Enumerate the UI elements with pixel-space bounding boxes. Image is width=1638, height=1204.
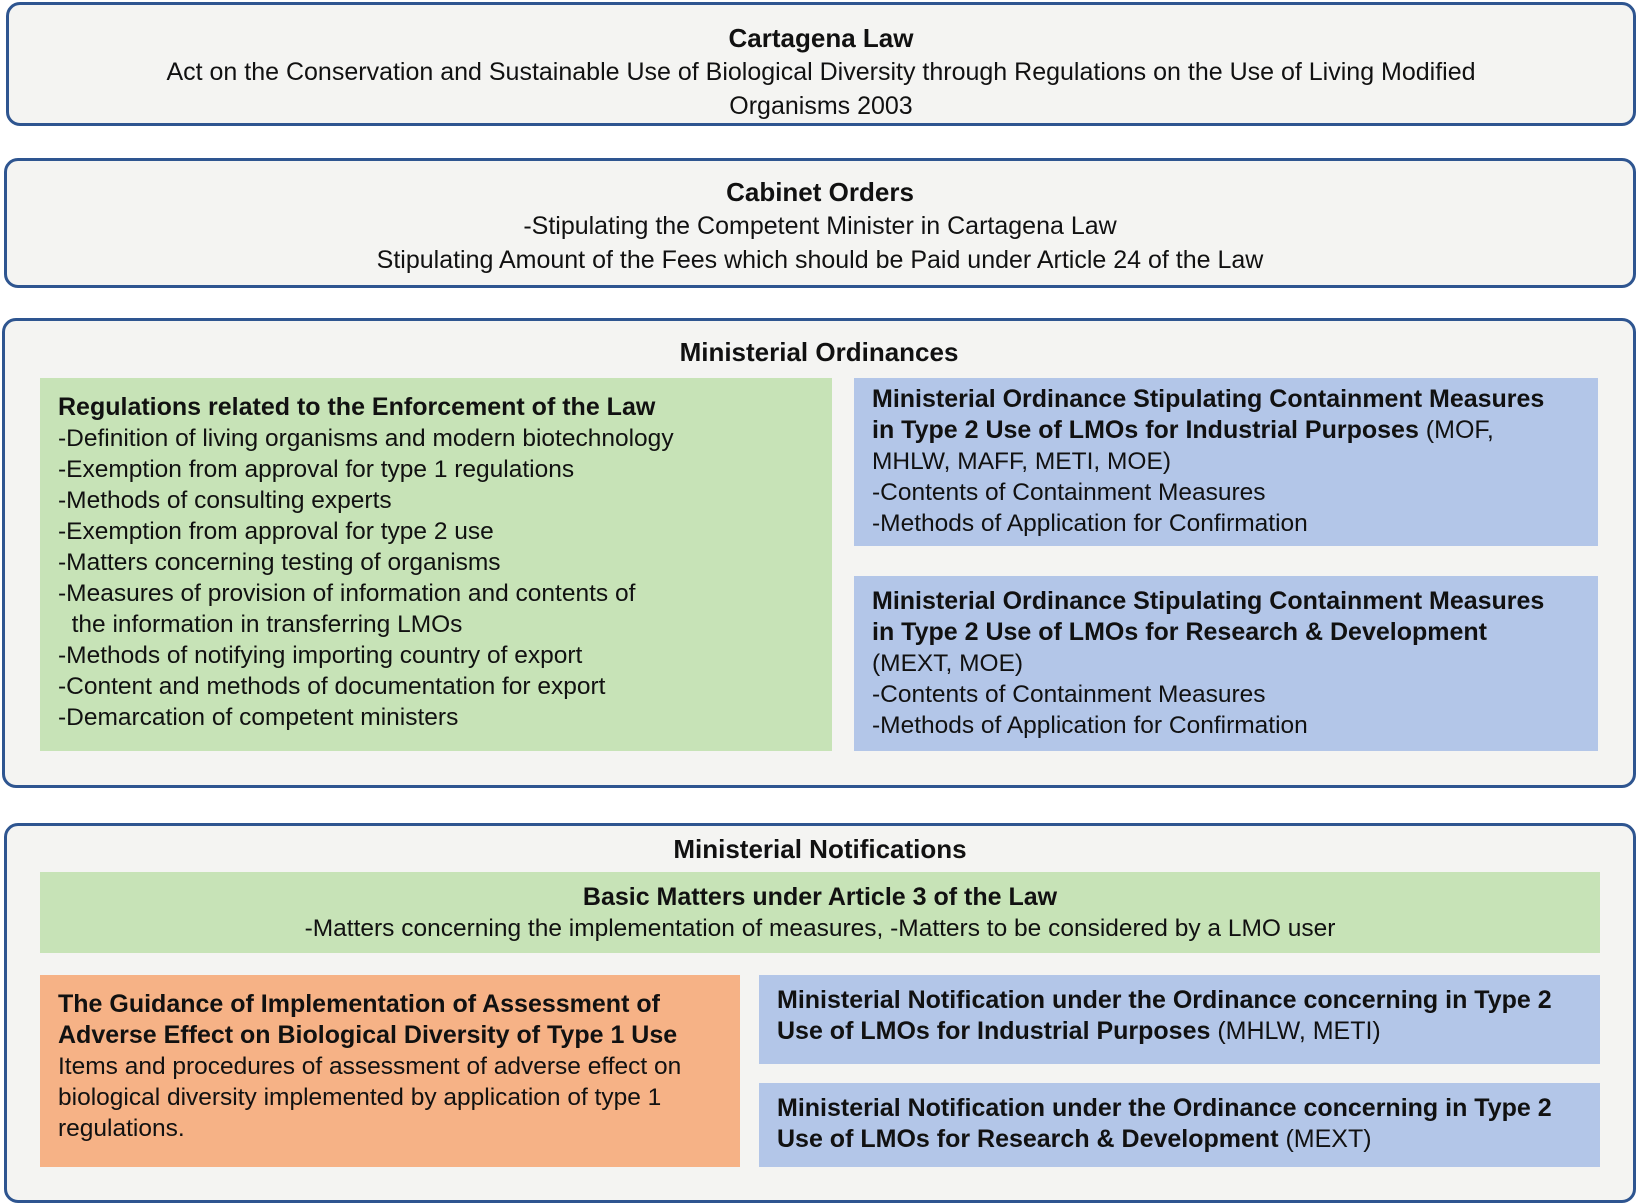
enforcement-item: -Exemption from approval for type 1 regulations	[58, 456, 575, 483]
enforcement-item: -Definition of living organisms and modern biotechnology	[58, 425, 674, 452]
guidance-line: Items and procedures of assessment of adverse effect on	[58, 1053, 682, 1080]
enforcement-item: -Exemption from approval for type 2 use	[58, 518, 494, 545]
ministerial-notifications-panel	[4, 823, 1636, 1203]
guidance-line: biological diversity implemented by application of type 1	[58, 1084, 662, 1111]
cabinet-orders-line1: -Stipulating the Competent Minister in Cartagena Law	[523, 212, 1117, 240]
notification-industrial-title-line2: Use of LMOs for Industrial Purposes	[777, 1017, 1211, 1045]
cartagena-law-line1: Act on the Conservation and Sustainable Use of Biological Diversity through Regulations on the Use of Living Modified	[166, 58, 1476, 86]
research-ordinance-item: -Methods of Application for Confirmation	[872, 712, 1308, 739]
cartagena-law-panel	[6, 2, 1636, 126]
basic-matters-box	[40, 872, 1600, 953]
guidance-title-line1: The Guidance of Implementation of Assessment of	[58, 990, 660, 1018]
industrial-ordinance-agencies-a: (MOF,	[1418, 416, 1494, 444]
industrial-ordinance-title-line1: Ministerial Ordinance Stipulating Containment Measures	[872, 385, 1545, 413]
cabinet-orders-panel	[4, 158, 1636, 288]
notification-industrial-agencies: (MHLW, METI)	[1210, 1017, 1381, 1045]
cabinet-orders-title: Cabinet Orders	[726, 177, 914, 207]
enforcement-item: -Measures of provision of information and contents of	[58, 580, 636, 607]
basic-matters-line: -Matters concerning the implementation of measures, -Matters to be considered by a LMO user	[304, 915, 1336, 942]
notification-industrial-title-line1: Ministerial Notification under the Ordinance concerning in Type 2	[777, 986, 1552, 1014]
basic-matters-title: Basic Matters under Article 3 of the Law	[582, 883, 1058, 911]
enforcement-item: -Demarcation of competent ministers	[58, 704, 459, 731]
ministerial-ordinances-title: Ministerial Ordinances	[679, 337, 959, 367]
notification-research-agencies: (MEXT)	[1278, 1125, 1372, 1153]
notification-research-title-line2: Use of LMOs for Research & Development	[777, 1125, 1279, 1153]
enforcement-item: -Matters concerning testing of organisms	[58, 549, 501, 576]
cabinet-orders-line2: Stipulating Amount of the Fees which should be Paid under Article 24 of the Law	[376, 246, 1264, 274]
industrial-ordinance-item: -Methods of Application for Confirmation	[872, 510, 1308, 537]
ministerial-ordinances-panel	[2, 318, 1636, 788]
guidance-box	[40, 975, 740, 1167]
enforcement-item: -Content and methods of documentation for export	[58, 673, 606, 700]
enforcement-item: the information in transferring LMOs	[58, 611, 463, 638]
research-ordinance-title-line2: in Type 2 Use of LMOs for Research & Development	[872, 618, 1487, 646]
guidance-line: regulations.	[58, 1115, 185, 1142]
research-ordinance-title-line1: Ministerial Ordinance Stipulating Containment Measures	[872, 587, 1545, 615]
guidance-title-line2: Adverse Effect on Biological Diversity of Type 1 Use	[58, 1021, 678, 1049]
cartagena-law-line2: Organisms 2003	[729, 92, 913, 120]
enforcement-item: -Methods of consulting experts	[58, 487, 392, 514]
notification-research-title-line1: Ministerial Notification under the Ordinance concerning in Type 2	[777, 1094, 1552, 1122]
notification-research-box	[759, 1083, 1600, 1167]
enforcement-item: -Methods of notifying importing country of export	[58, 642, 583, 669]
industrial-ordinance-title-line2: in Type 2 Use of LMOs for Industrial Purposes	[872, 416, 1419, 444]
industrial-ordinance-item: -Contents of Containment Measures	[872, 479, 1266, 506]
industrial-ordinance-box	[854, 378, 1598, 546]
notification-industrial-box	[759, 975, 1600, 1064]
cartagena-law-title: Cartagena Law	[728, 23, 914, 53]
industrial-ordinance-agencies-b: MHLW, MAFF, METI, MOE)	[872, 448, 1171, 475]
research-ordinance-agencies: (MEXT, MOE)	[872, 650, 1024, 677]
enforcement-regulations-title: Regulations related to the Enforcement of the Law	[58, 393, 656, 421]
ministerial-notifications-title: Ministerial Notifications	[673, 834, 967, 864]
enforcement-regulations-box	[40, 378, 832, 751]
research-ordinance-item: -Contents of Containment Measures	[872, 681, 1266, 708]
research-ordinance-box	[854, 576, 1598, 751]
